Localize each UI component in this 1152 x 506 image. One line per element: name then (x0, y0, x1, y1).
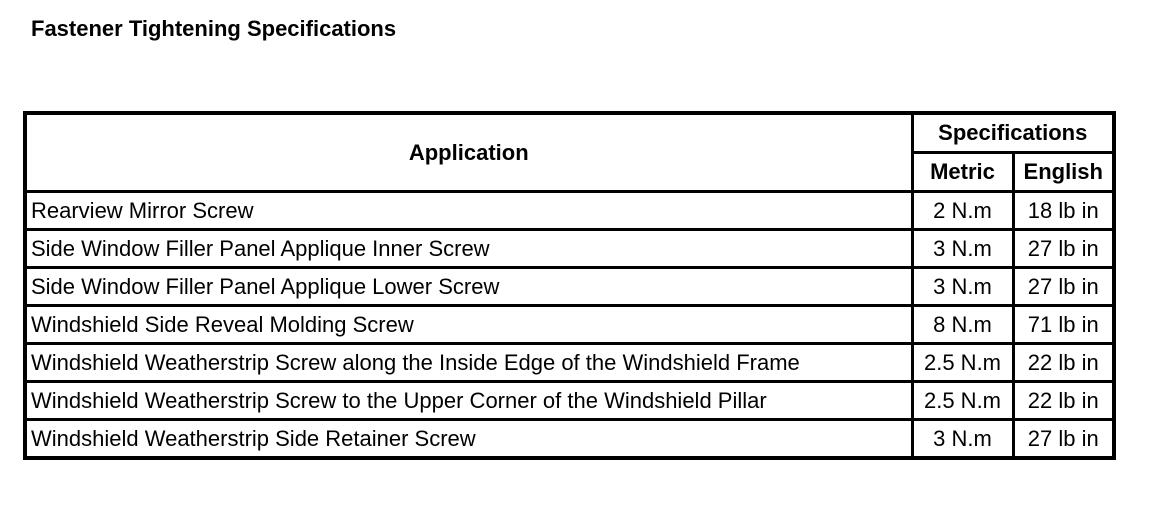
application-header: Application (25, 113, 912, 192)
table-row (25, 268, 1114, 306)
english-cell: 27 lb in (1013, 230, 1114, 268)
application-cell: Side Window Filler Panel Applique Inner Screw (25, 230, 912, 268)
english-cell: 71 lb in (1013, 306, 1114, 344)
english-cell: 22 lb in (1013, 344, 1114, 382)
table-row (25, 192, 1114, 230)
application-cell: Windshield Side Reveal Molding Screw (25, 306, 912, 344)
english-cell: 22 lb in (1013, 382, 1114, 420)
metric-cell: 8 N.m (912, 306, 1013, 344)
table-row (25, 230, 1114, 268)
english-cell: 27 lb in (1013, 268, 1114, 306)
metric-cell: 2.5 N.m (912, 344, 1013, 382)
metric-header: Metric (912, 153, 1013, 192)
page-title: Fastener Tightening Specifications (31, 16, 397, 41)
specifications-header: Specifications (912, 113, 1114, 153)
application-cell: Windshield Weatherstrip Screw to the Upper Corner of the Windshield Pillar (25, 382, 912, 420)
application-cell: Rearview Mirror Screw (25, 192, 912, 230)
english-header: English (1013, 153, 1114, 192)
english-cell: 27 lb in (1013, 420, 1114, 459)
table-row (25, 420, 1114, 459)
table-row (25, 382, 1114, 420)
table-row (25, 306, 1114, 344)
table-row (25, 344, 1114, 382)
application-cell: Windshield Weatherstrip Side Retainer Screw (25, 420, 912, 459)
metric-cell: 3 N.m (912, 230, 1013, 268)
fastener-spec-table (23, 111, 1116, 460)
english-cell: 18 lb in (1013, 192, 1114, 230)
metric-cell: 3 N.m (912, 420, 1013, 459)
metric-cell: 2 N.m (912, 192, 1013, 230)
application-cell: Side Window Filler Panel Applique Lower Screw (25, 268, 912, 306)
application-cell: Windshield Weatherstrip Screw along the Inside Edge of the Windshield Frame (25, 344, 912, 382)
metric-cell: 2.5 N.m (912, 382, 1013, 420)
metric-cell: 3 N.m (912, 268, 1013, 306)
